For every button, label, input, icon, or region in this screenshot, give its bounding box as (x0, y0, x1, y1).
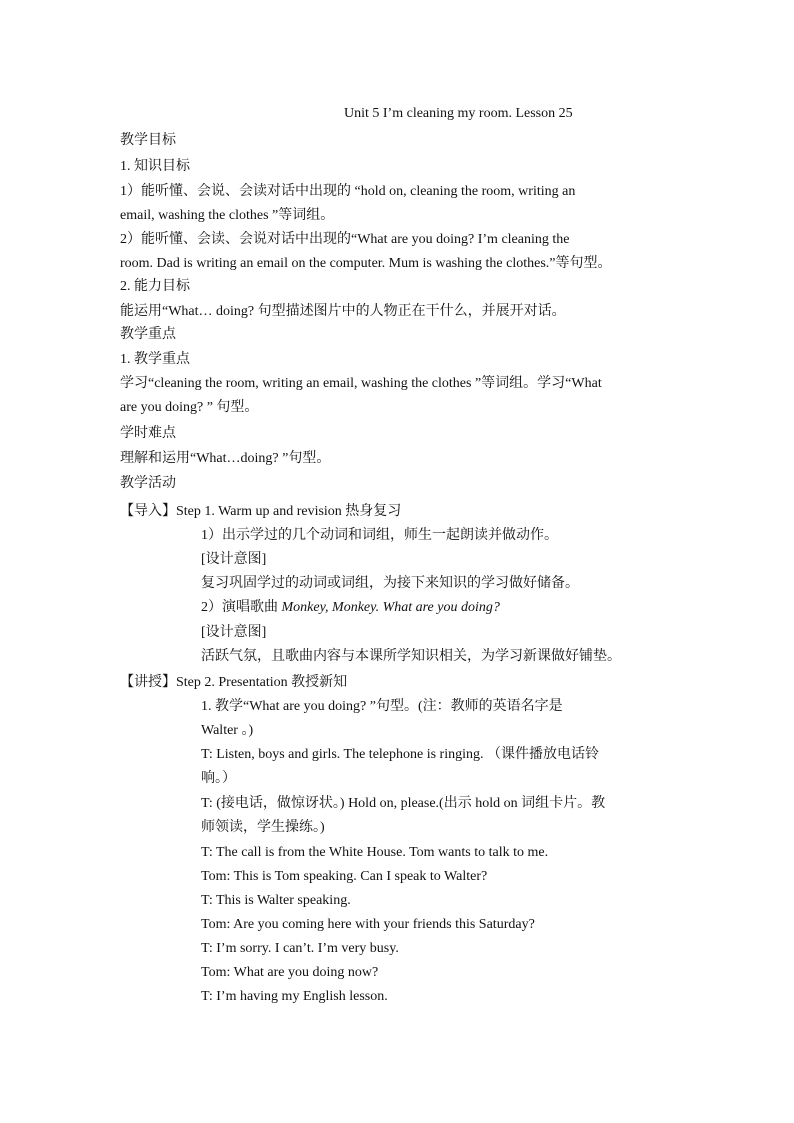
heading-teaching-activities: 教学活动 (120, 476, 176, 491)
dialogue-line: T: I’m sorry. I can’t. I’m very busy. (201, 941, 399, 956)
body-line: 复习巩固学过的动词或词组，为接下来知识的学习做好储备。 (201, 576, 579, 591)
body-line: 活跃气氛，且歌曲内容与本课所学知识相关，为学习新课做好铺垫。 (201, 649, 621, 664)
dialogue-line: T: The call is from the White House. Tom wants to talk to me. (201, 845, 549, 860)
body-line: 1）能听懂、会说、会读对话中出现的 “hold on, cleaning the room, writing an (120, 184, 576, 199)
song-line (201, 598, 500, 618)
dialogue-line: Tom: This is Tom speaking. Can I speak to Walter? (201, 869, 488, 884)
body-line: 理解和运用“What…doing? ”句型。 (120, 451, 331, 466)
song-title: Monkey, Monkey. What are you doing? (281, 600, 500, 615)
body-line: are you doing? ” 句型。 (120, 400, 259, 415)
design-intent-label: [设计意图] (201, 625, 267, 640)
dialogue-line: 师领读，学生操练。) (201, 820, 325, 835)
dialogue-line: T: This is Walter speaking. (201, 893, 351, 908)
heading-difficulty: 学时难点 (120, 426, 176, 441)
design-intent-label: [设计意图] (201, 552, 267, 567)
body-line: room. Dad is writing an email on the computer. Mum is washing the clothes.”等句型。 (120, 256, 612, 271)
dialogue-line: 响。） (201, 771, 236, 786)
dialogue-line: T: Listen, boys and girls. The telephone is ringing. （课件播放电话铃 (201, 747, 600, 762)
dialogue-line: Tom: Are you coming here with your friends this Saturday? (201, 917, 535, 932)
body-line: 1）出示学过的几个动词和词组，师生一起朗读并做动作。 (201, 528, 558, 543)
lesson-title: Unit 5 I’m cleaning my room. Lesson 25 (344, 106, 573, 121)
step-1-heading: 【导入】Step 1. Warm up and revision 热身复习 (120, 504, 402, 519)
dialogue-line: Tom: What are you doing now? (201, 965, 379, 980)
body-line: Walter 。) (201, 723, 254, 738)
body-line: 2）能听懂、会读、会说对话中出现的“What are you doing? I’m cleaning the (120, 232, 570, 247)
heading-teaching-objectives: 教学目标 (120, 133, 176, 148)
song-label: 2）演唱歌曲 (201, 600, 278, 615)
heading-teaching-focus: 教学重点 (120, 327, 176, 342)
body-line: 学习“cleaning the room, writing an email, washing the clothes ”等词组。学习“What (120, 376, 602, 391)
body-line: 能运用“What… doing? 句型描述图片中的人物正在干什么，并展开对话。 (120, 304, 566, 319)
dialogue-line: T: I’m having my English lesson. (201, 989, 388, 1004)
body-line: email, washing the clothes ”等词组。 (120, 208, 335, 223)
dialogue-line: T: (接电话，做惊讶状。) Hold on, please.(出示 hold on 词组卡片。教 (201, 796, 606, 811)
step-2-heading: 【讲授】Step 2. Presentation 教授新知 (120, 675, 348, 690)
subheading-ability-objectives: 2. 能力目标 (120, 279, 190, 294)
subheading-knowledge-objectives: 1. 知识目标 (120, 159, 190, 174)
subheading-teaching-focus: 1. 教学重点 (120, 352, 190, 367)
body-line: 1. 教学“What are you doing? ”句型。(注：教师的英语名字是 (201, 699, 563, 714)
